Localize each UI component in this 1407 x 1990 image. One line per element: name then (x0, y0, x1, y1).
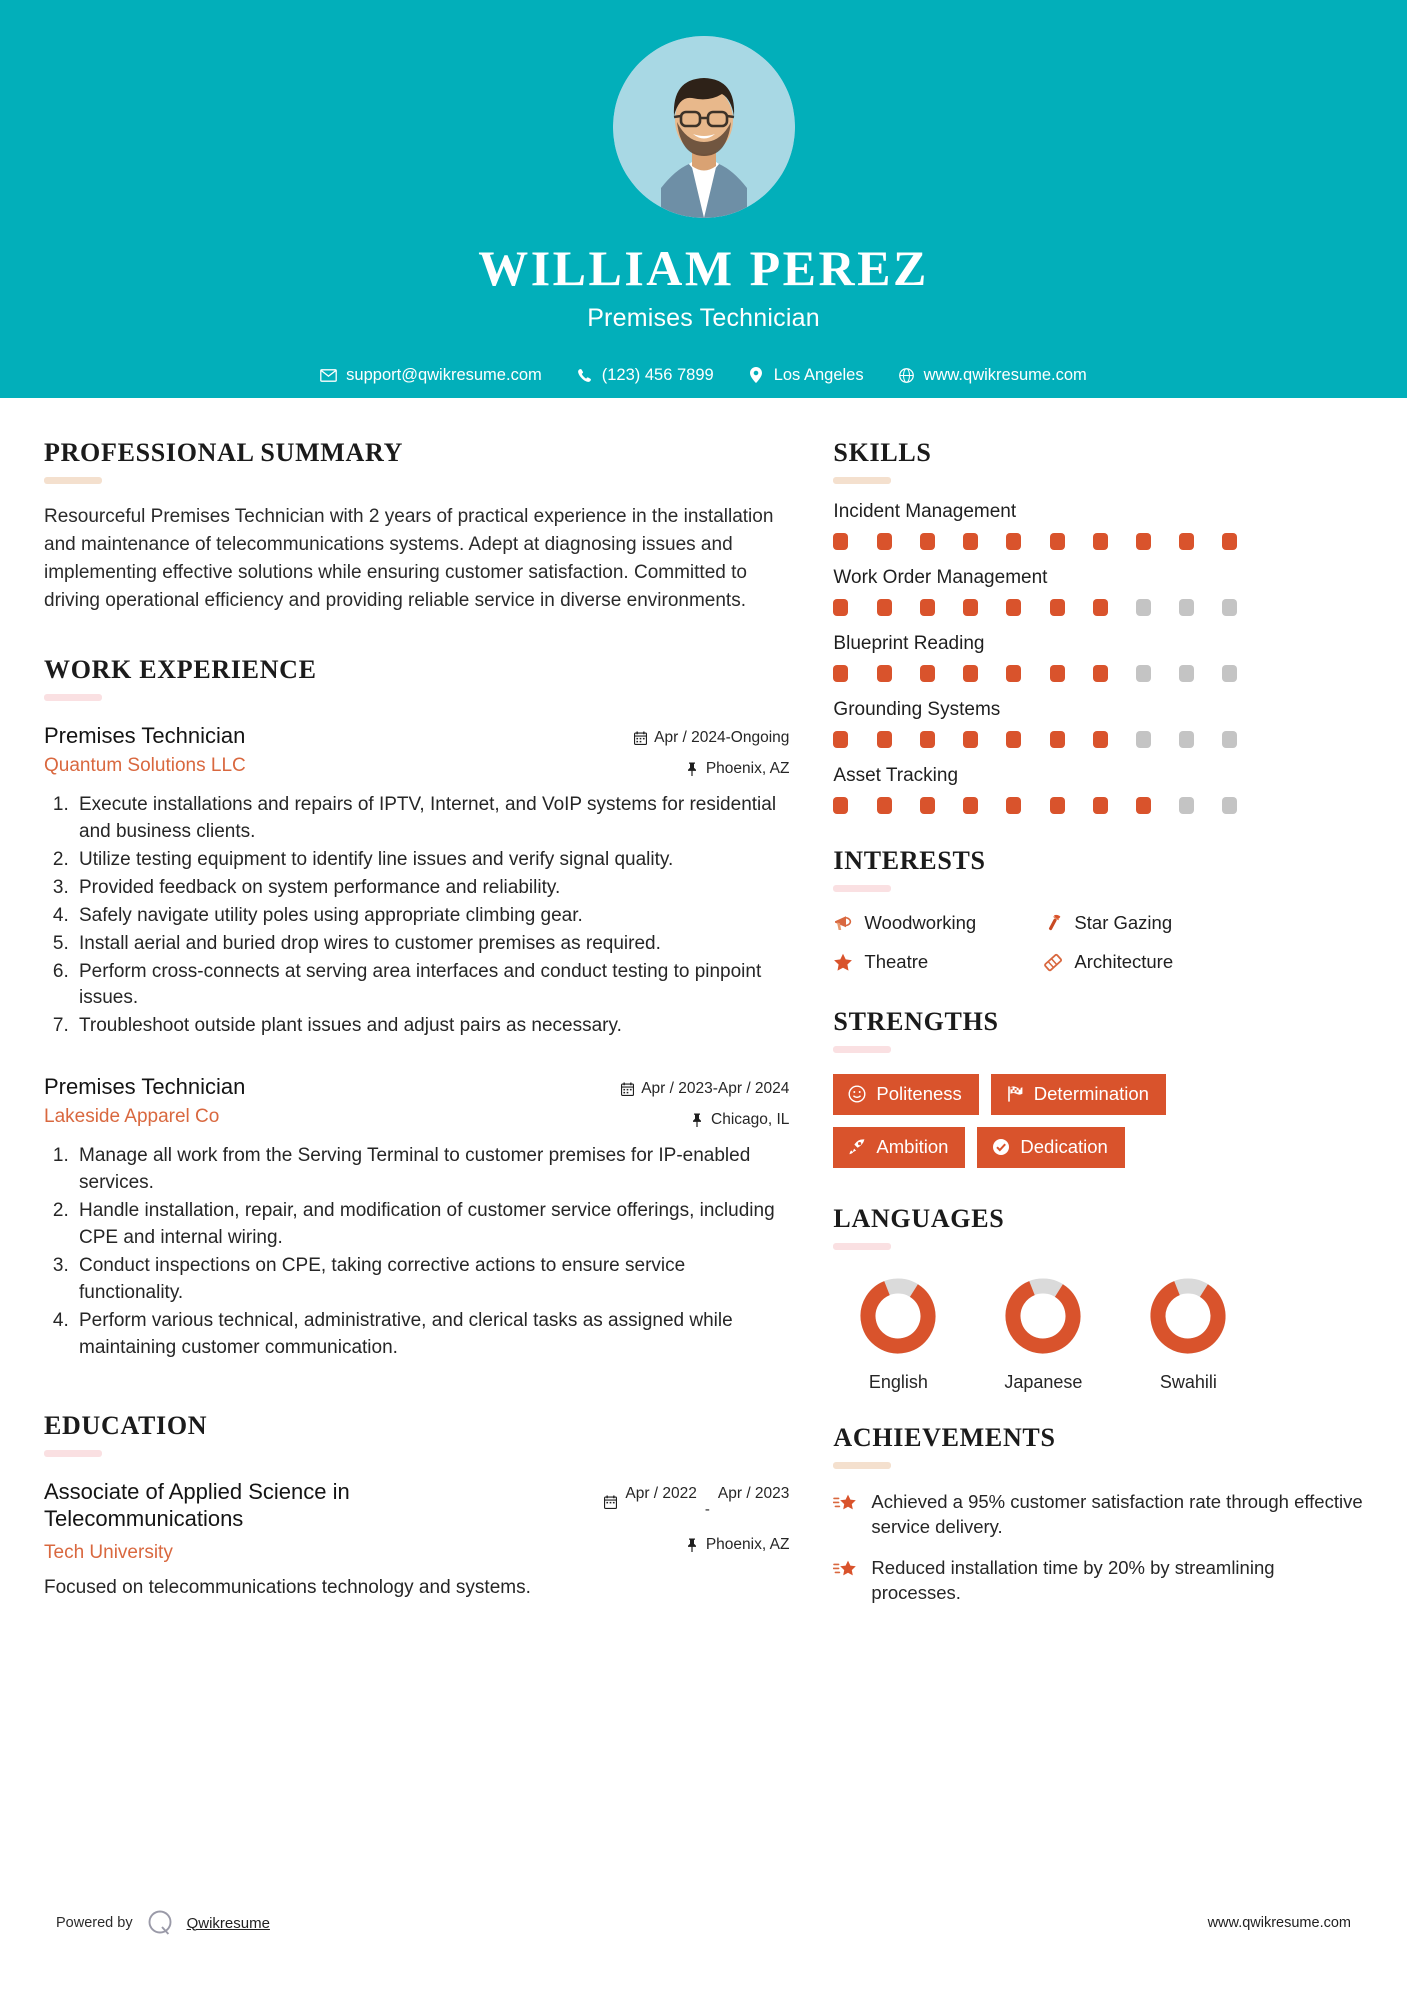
footer (0, 1908, 1407, 1938)
skill-item (833, 699, 1363, 748)
section-languages (833, 1204, 1363, 1393)
phone-icon (576, 367, 593, 384)
skill-dot (1179, 665, 1194, 682)
skill-dot (1050, 731, 1065, 748)
section-strengths (833, 1007, 1363, 1168)
skill-dot (1136, 599, 1151, 616)
calendar-icon (620, 1082, 634, 1097)
rocket-icon (848, 1138, 866, 1156)
strength-label: Politeness (876, 1083, 962, 1104)
job-title: Premises Technician (44, 1074, 246, 1100)
skill-dot (877, 533, 892, 550)
skill-label: Work Order Management (833, 567, 1048, 588)
education-description: Focused on telecommunications technology and systems. (44, 1576, 531, 1598)
skill-dot (920, 599, 935, 616)
interest-item (1043, 951, 1363, 973)
job-location-text: Chicago, IL (711, 1111, 790, 1129)
section-title-work: WORK EXPERIENCE (44, 654, 317, 684)
section-rule (833, 885, 891, 892)
skill-dot (1179, 797, 1194, 814)
calendar-icon (633, 730, 647, 745)
section-title-skills: SKILLS (833, 438, 932, 467)
skill-dot (1136, 797, 1151, 814)
interest-item (833, 912, 1043, 934)
contact-location-text: Los Angeles (773, 365, 864, 384)
skill-item (833, 765, 1363, 814)
calendar-icon (603, 1494, 617, 1509)
skill-dot (1222, 599, 1237, 616)
contact-row (320, 366, 1087, 385)
section-title-languages: LANGUAGES (833, 1204, 1005, 1233)
job-role: Premises Technician (587, 303, 820, 332)
section-professional-summary (44, 438, 789, 615)
skill-dot (1222, 665, 1237, 682)
skill-dot (833, 665, 848, 682)
section-title-education: EDUCATION (44, 1411, 208, 1441)
contact-website-text: www.qwikresume.com (923, 365, 1087, 384)
interest-item (833, 951, 1043, 973)
smiley-icon (848, 1085, 866, 1103)
interest-label: Architecture (1074, 951, 1174, 972)
section-rule (833, 477, 891, 484)
list-item: 4. Perform various technical, administrative, and clerical tasks as assigned while maintaining customer communication. (74, 1308, 789, 1362)
skill-item (833, 567, 1363, 616)
skill-label: Incident Management (833, 501, 1017, 522)
contact-website[interactable] (898, 366, 1087, 385)
work-entry (44, 1074, 789, 1362)
interest-label: Theatre (864, 951, 929, 972)
interest-label: Star Gazing (1074, 912, 1173, 933)
section-rule (44, 694, 102, 701)
shooting-star-icon (833, 1558, 859, 1582)
donut-chart (856, 1274, 940, 1358)
globe-icon (898, 367, 915, 384)
location-pin-icon (748, 367, 765, 384)
language-label: Japanese (1004, 1372, 1083, 1392)
list-item: 4. Safely navigate utility poles using appropriate climbing gear. (74, 903, 789, 930)
skill-dot (1093, 797, 1108, 814)
section-title-strengths: STRENGTHS (833, 1007, 999, 1036)
list-item: 2. Handle installation, repair, and modification of customer service offerings, including CPE and internal wiring. (74, 1198, 789, 1252)
school-name: Tech University (44, 1541, 173, 1563)
list-item: 1. Manage all work from the Serving Terminal to customer premises for IP-enabled services. (74, 1143, 789, 1197)
skill-level-dots (833, 731, 1237, 748)
skill-dot (877, 665, 892, 682)
summary-text: Resourceful Premises Technician with 2 years of practical experience in the installation and maintenance of telecommunications systems. Adept at diagnosing issues and implementing effective solutions while ensuring customer satisfaction. Committed to driving operational efficiency and providing reliable service in diverse environments. (44, 506, 774, 611)
achievement-item (833, 1555, 1363, 1605)
skill-dot (1093, 533, 1108, 550)
degree-title: Associate of Applied Science in Telecommunications (44, 1479, 350, 1531)
skill-dot (1006, 533, 1021, 550)
list-item: 1. Execute installations and repairs of IPTV, Internet, and VoIP systems for residential and business clients. (74, 792, 789, 846)
section-rule (833, 1462, 891, 1469)
achievement-item (833, 1489, 1363, 1539)
skill-dot (920, 797, 935, 814)
job-dates-text: Apr / 2024-Ongoing (654, 728, 790, 746)
skill-dot (1136, 731, 1151, 748)
section-rule (833, 1046, 891, 1053)
education-date-to: Apr / 2023 (717, 1485, 790, 1503)
section-title-achievements: ACHIEVEMENTS (833, 1423, 1056, 1452)
skill-dot (1006, 599, 1021, 616)
skill-dot (1050, 665, 1065, 682)
resume-header (0, 0, 1407, 398)
section-rule (833, 1243, 891, 1250)
skill-dot (877, 731, 892, 748)
skill-label: Blueprint Reading (833, 633, 985, 654)
donut-chart (1146, 1274, 1230, 1358)
contact-email-text: support@qwikresume.com (346, 365, 542, 384)
strength-chip (833, 1127, 965, 1168)
job-company: Lakeside Apparel Co (44, 1106, 220, 1128)
skill-level-dots (833, 599, 1237, 616)
strength-chip (991, 1074, 1166, 1115)
pushpin-icon (690, 1113, 704, 1128)
language-label: English (868, 1372, 928, 1392)
job-bullets (44, 1143, 789, 1362)
skill-dot (1222, 797, 1237, 814)
list-item: 5. Install aerial and buried drop wires to customer premises as required. (74, 931, 789, 958)
check-circle-icon (992, 1138, 1010, 1156)
education-date-from: Apr / 2022 (625, 1485, 697, 1503)
skill-label: Grounding Systems (833, 699, 1001, 720)
skill-dot (1050, 797, 1065, 814)
contact-phone[interactable] (576, 366, 714, 385)
megaphone-icon (833, 913, 853, 933)
powered-by-label: Powered by (56, 1915, 133, 1931)
skill-dot (920, 731, 935, 748)
flag-icon (1006, 1085, 1024, 1103)
interest-item (1043, 912, 1363, 934)
section-rule (44, 477, 102, 484)
skill-dot (877, 599, 892, 616)
ticket-icon (1043, 952, 1063, 972)
job-dates-text: Apr / 2023-Apr / 2024 (641, 1080, 790, 1098)
strength-label: Determination (1033, 1083, 1149, 1104)
language-item (833, 1274, 963, 1393)
job-location (579, 760, 789, 778)
education-location (579, 1536, 789, 1554)
skill-dot (1050, 599, 1065, 616)
section-interests (833, 846, 1363, 973)
section-achievements (833, 1423, 1363, 1606)
skill-dot (833, 599, 848, 616)
language-label: Swahili (1159, 1372, 1217, 1392)
skill-dot (920, 665, 935, 682)
skill-dot (1093, 665, 1108, 682)
skill-level-dots (833, 533, 1237, 550)
skill-item (833, 633, 1363, 682)
language-donut (978, 1274, 1108, 1358)
section-rule (44, 1450, 102, 1457)
language-item (1123, 1274, 1253, 1393)
skill-dot (1179, 731, 1194, 748)
strength-chip (977, 1127, 1124, 1168)
interest-label: Woodworking (864, 912, 977, 933)
qwikresume-logo-icon (145, 1908, 175, 1938)
language-item (978, 1274, 1108, 1393)
strength-label: Ambition (876, 1136, 949, 1157)
education-dates (579, 1485, 789, 1518)
section-work-experience (44, 655, 789, 1362)
star-icon (833, 952, 853, 972)
section-title-interests: INTERESTS (833, 846, 986, 875)
job-title: Premises Technician (44, 722, 246, 748)
skill-dot (920, 533, 935, 550)
work-entry (44, 723, 789, 1041)
achievement-text: Achieved a 95% customer satisfaction rate through effective service delivery. (871, 1491, 1363, 1538)
section-skills (833, 438, 1363, 814)
avatar (613, 36, 795, 218)
language-donut (1123, 1274, 1253, 1358)
job-dates (579, 729, 789, 747)
contact-phone-text: (123) 456 7899 (601, 365, 714, 384)
skill-dot (1093, 731, 1108, 748)
skill-dot (1093, 599, 1108, 616)
shooting-star-icon (833, 1492, 859, 1516)
skill-dot (1006, 797, 1021, 814)
skill-item (833, 501, 1363, 550)
qwikresume-brand-link[interactable]: Qwikresume (186, 1914, 270, 1932)
skill-dot (833, 731, 848, 748)
strength-label: Dedication (1020, 1136, 1108, 1157)
job-location (579, 1111, 789, 1129)
job-dates (579, 1080, 789, 1098)
skill-dot (963, 665, 978, 682)
skill-dot (963, 731, 978, 748)
strength-chip (833, 1074, 978, 1115)
hammer-icon (1043, 913, 1063, 933)
list-item: 6. Perform cross-connects at serving area interfaces and conduct testing to pinpoint issues. (74, 959, 789, 1013)
list-item: 7. Troubleshoot outside plant issues and adjust pairs as necessary. (74, 1013, 789, 1040)
skill-dot (1222, 731, 1237, 748)
page-title: WILLIAM PEREZ (478, 240, 929, 296)
skill-dot (833, 797, 848, 814)
skill-level-dots (833, 665, 1237, 682)
skill-dot (1050, 533, 1065, 550)
language-donut (833, 1274, 963, 1358)
envelope-icon (320, 367, 337, 384)
job-company: Quantum Solutions LLC (44, 754, 246, 776)
contact-location (748, 366, 864, 385)
skill-dot (963, 533, 978, 550)
skill-label: Asset Tracking (833, 765, 959, 786)
list-item: 2. Utilize testing equipment to identify line issues and verify signal quality. (74, 847, 789, 874)
skill-dot (833, 533, 848, 550)
list-item: 3. Conduct inspections on CPE, taking corrective actions to ensure service functionality. (74, 1253, 789, 1307)
achievement-text: Reduced installation time by 20% by streamlining processes. (871, 1557, 1275, 1604)
right-column (833, 438, 1363, 1622)
list-item: 3. Provided feedback on system performance and reliability. (74, 875, 789, 902)
pushpin-icon (685, 1538, 699, 1553)
education-date-separator: - (704, 1501, 710, 1519)
job-location-text: Phoenix, AZ (705, 759, 790, 777)
section-title-summary: PROFESSIONAL SUMMARY (44, 438, 404, 467)
section-education (44, 1411, 789, 1601)
skill-dot (1006, 731, 1021, 748)
skill-dot (1136, 533, 1151, 550)
job-bullets (44, 792, 789, 1041)
skill-dot (1179, 599, 1194, 616)
contact-email[interactable] (320, 366, 542, 385)
skill-dot (963, 599, 978, 616)
education-entry (44, 1479, 789, 1601)
skill-dot (1179, 533, 1194, 550)
donut-chart (1001, 1274, 1085, 1358)
skill-dot (877, 797, 892, 814)
skill-dot (1136, 665, 1151, 682)
left-column (44, 438, 833, 1622)
skill-dot (1222, 533, 1237, 550)
skill-level-dots (833, 797, 1237, 814)
education-location-text: Phoenix, AZ (705, 1536, 790, 1554)
skill-dot (1006, 665, 1021, 682)
skill-dot (963, 797, 978, 814)
footer-website[interactable]: www.qwikresume.com (1207, 1915, 1351, 1931)
pushpin-icon (685, 761, 699, 776)
